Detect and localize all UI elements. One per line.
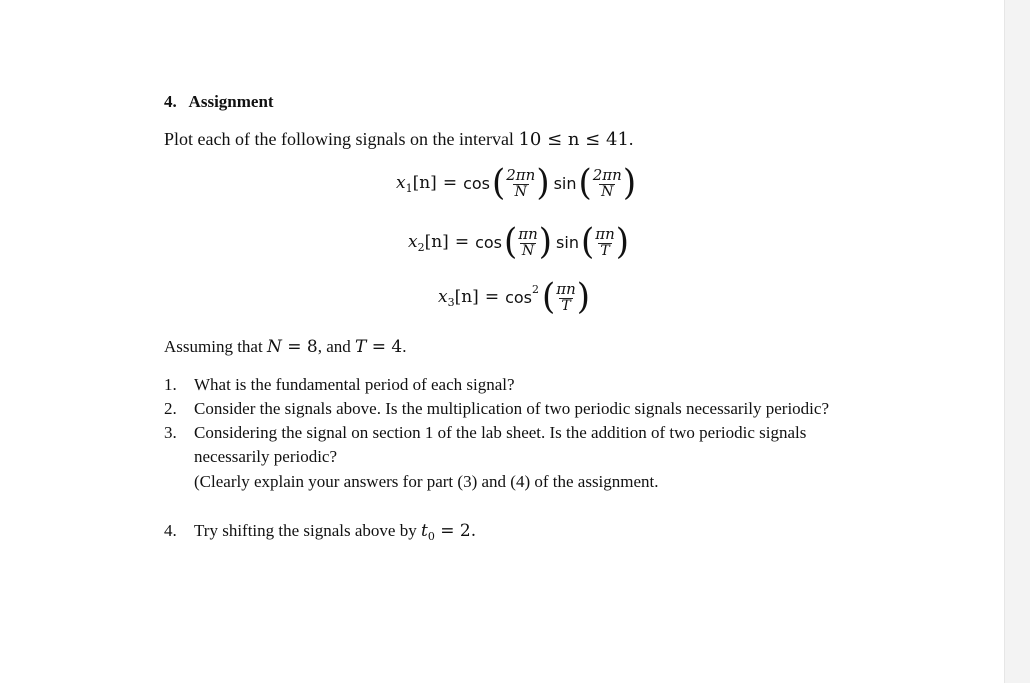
right-paren: ): [536, 162, 550, 204]
equation-x1: [396, 162, 637, 204]
eq-fraction: [518, 226, 538, 259]
eq-lhs-var: x: [438, 287, 448, 307]
fraction-denominator: N: [514, 183, 527, 200]
question-text: necessarily periodic?: [194, 447, 338, 466]
question-number: 1.: [164, 375, 177, 394]
eq-fraction: [506, 167, 535, 200]
question-text: [194, 519, 476, 545]
assumption-t-value: = 4: [366, 337, 403, 357]
right-paren: ): [576, 276, 591, 318]
fraction-denominator: N: [601, 183, 614, 200]
fraction-numerator: 2πn: [592, 165, 622, 184]
fraction-numerator: πn: [556, 279, 576, 298]
eq-lhs-sub: 1: [405, 181, 413, 195]
equation-x2: [408, 221, 630, 263]
eq-fn-sin: sin: [556, 232, 579, 252]
left-paren: (: [541, 276, 556, 318]
question-number: 4.: [164, 521, 177, 540]
assumption-text: Assuming that: [164, 337, 267, 356]
question-text-part: Try shifting the signals above by: [194, 521, 421, 540]
right-paren: ): [622, 162, 637, 204]
eq-lhs-arg: [n]: [412, 173, 437, 193]
right-paren: ): [615, 221, 630, 263]
intro-text: Plot each of the following signals on the interval: [164, 129, 519, 149]
shift-value: = 2.: [434, 521, 477, 541]
left-paren: (: [491, 162, 506, 204]
eq-equals: =: [442, 173, 458, 193]
eq-fraction: [593, 167, 622, 200]
eq-fraction: [595, 226, 615, 259]
question-number: 3.: [164, 423, 177, 442]
left-paren: (: [578, 162, 592, 204]
shift-variable: t: [420, 521, 428, 541]
eq-lhs-arg: [n]: [454, 287, 479, 307]
fraction-numerator: 2πn: [506, 165, 536, 184]
fraction-numerator: πn: [595, 224, 615, 243]
shift-subscript: 0: [427, 530, 435, 543]
fraction-denominator: T: [600, 242, 610, 259]
assumption-text: .: [402, 337, 407, 356]
assumption-n-symbol: N: [266, 337, 282, 357]
eq-fn-cos: cos: [505, 287, 532, 307]
fraction-denominator: N: [521, 242, 535, 259]
assumption-line: [164, 337, 406, 357]
question-text: Considering the signal on section 1 of the lab sheet. Is the addition of two periodic signals: [194, 423, 807, 442]
left-paren: (: [503, 221, 518, 263]
eq-fn-cos: cos: [463, 173, 490, 193]
eq-fn-cos: cos: [475, 232, 502, 252]
intro-period: .: [628, 129, 634, 149]
question-text: What is the fundamental period of each signal?: [194, 375, 515, 394]
assumption-text: , and: [317, 337, 355, 356]
eq-exponent: 2: [531, 282, 539, 296]
eq-lhs-var: x: [408, 232, 418, 252]
left-paren: (: [580, 221, 595, 263]
eq-equals: =: [484, 287, 500, 307]
question-text: Consider the signals above. Is the multiplication of two periodic signals necessarily periodic?: [194, 399, 829, 418]
fraction-numerator: πn: [518, 224, 538, 243]
fraction-denominator: T: [561, 297, 571, 314]
question-number: 2.: [164, 399, 177, 418]
section-heading: 4. Assignment: [164, 92, 274, 111]
eq-lhs-sub: 2: [417, 240, 425, 254]
eq-fn-sin: sin: [553, 173, 577, 193]
intro-paragraph: [164, 129, 633, 150]
question-text: (Clearly explain your answers for part (3) and (4) of the assignment.: [194, 472, 659, 491]
assumption-t-symbol: T: [355, 337, 367, 357]
eq-lhs-sub: 3: [447, 295, 455, 309]
page-gutter: [1004, 0, 1030, 683]
interval-expression: 10 ≤ n ≤ 41: [518, 129, 629, 150]
eq-equals: =: [454, 232, 470, 252]
eq-lhs-arg: [n]: [424, 232, 449, 252]
right-paren: ): [538, 221, 553, 263]
eq-lhs-var: x: [396, 173, 406, 193]
equation-x3: [438, 276, 591, 318]
assumption-n-value: = 8: [281, 337, 318, 357]
eq-fraction: [556, 281, 576, 314]
